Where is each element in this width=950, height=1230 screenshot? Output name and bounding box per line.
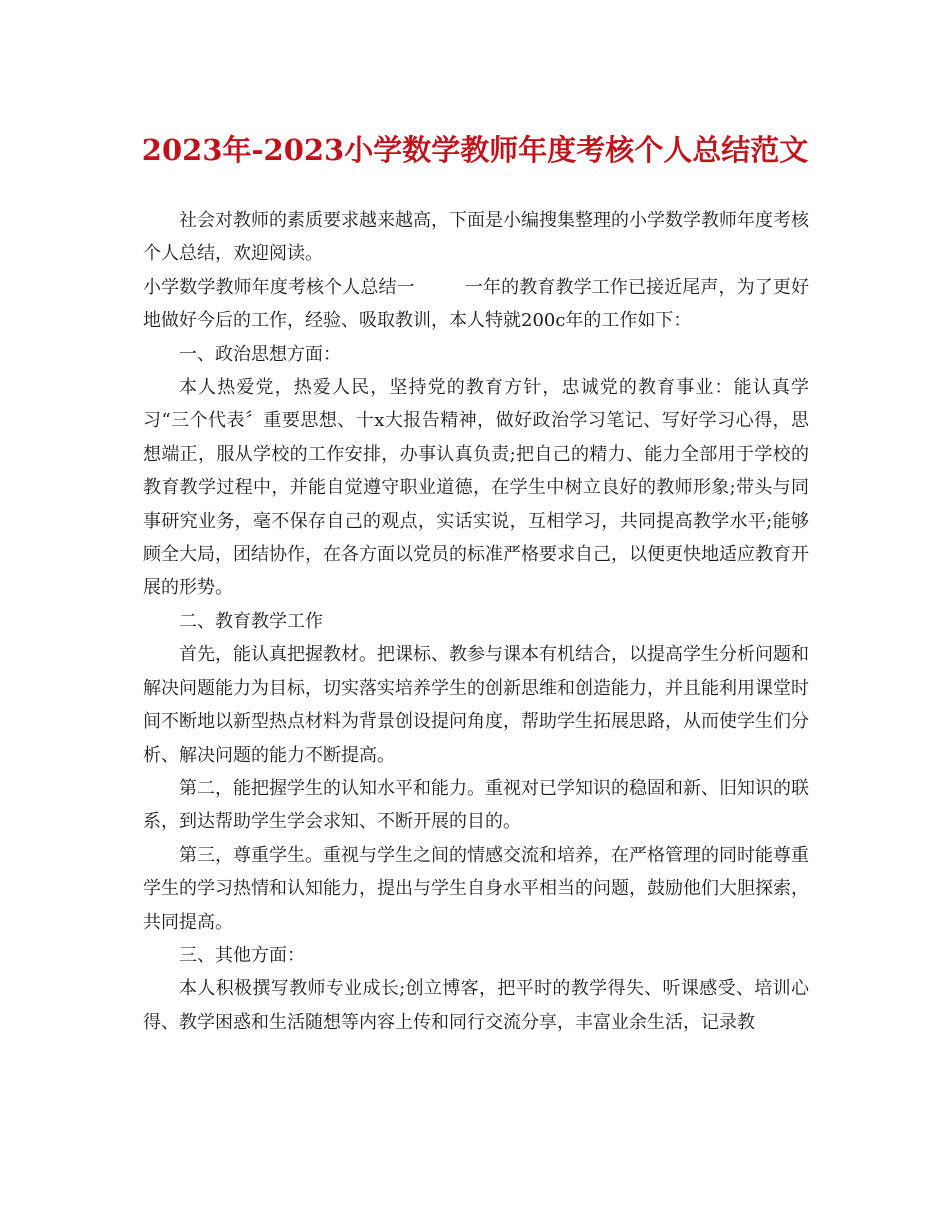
political-paragraph: 本人热爱党，热爱人民，坚持党的教育方针，忠诚党的教育事业：能认真学习“三个代表〞重要思想、十x大报告精神，做好政治学习笔记、写好学习心得，思想端正，服从学校的工作安排，办事认真负责;把自己的精力、能力全部用于学校的教育教学过程中，并能自觉遵守职业道德，在学生中树立良好的教师形象;带头与同事研究业务，毫不保存自己的观点，实话实说，互相学习，共同提高教学水平;能够顾全大局，团结协作，在各方面以党员的标准严格要求自己，以便更快地适应教育开展的形势。 [143, 377, 809, 599]
summary-heading: 小学数学教师年度考核个人总结一 [143, 276, 415, 298]
section-heading-teaching: 二、教育教学工作 [179, 610, 323, 632]
document-body [143, 204, 809, 1039]
section-heading-political: 一、政治思想方面： [179, 343, 341, 365]
document-title: 2023年-2023小学数学教师年度考核个人总结范文 [141, 133, 809, 167]
section-heading-other: 三、其他方面： [179, 944, 305, 966]
summary-paragraph [143, 271, 809, 338]
intro-paragraph: 社会对教师的素质要求越来越高，下面是小编搜集整理的小学数学教师年度考核个人总结，欢迎阅读。 [143, 210, 809, 265]
teaching-paragraph-third: 第三，尊重学生。重视与学生之间的情感交流和培养，在严格管理的同时能尊重学生的学习热情和认知能力，提出与学生自身水平相当的问题，鼓励他们大胆探索，共同提高。 [143, 844, 809, 933]
teaching-paragraph-first: 首先，能认真把握教材。把课标、教参与课本有机结合，以提高学生分析问题和解决问题能力为目标，切实落实培养学生的创新思维和创造能力，并且能利用课堂时间不断地以新型热点材料为背景创设提问角度，帮助学生拓展思路，从而使学生们分析、解决问题的能力不断提高。 [143, 644, 809, 766]
teaching-paragraph-second: 第二，能把握学生的认知水平和能力。重视对已学知识的稳固和新、旧知识的联系，到达帮助学生学会求知、不断开展的目的。 [143, 777, 809, 833]
other-paragraph: 本人积极撰写教师专业成长;创立博客，把平时的教学得失、听课感受、培训心得、教学困惑和生活随想等内容上传和同行交流分享，丰富业余生活，记录教 [143, 978, 809, 1033]
summary-text: 一年的教育教学工作已接近尾声，为了更好地做好今后的工作，经验、吸取教训，本人特就200c年的工作如下： [143, 276, 809, 332]
